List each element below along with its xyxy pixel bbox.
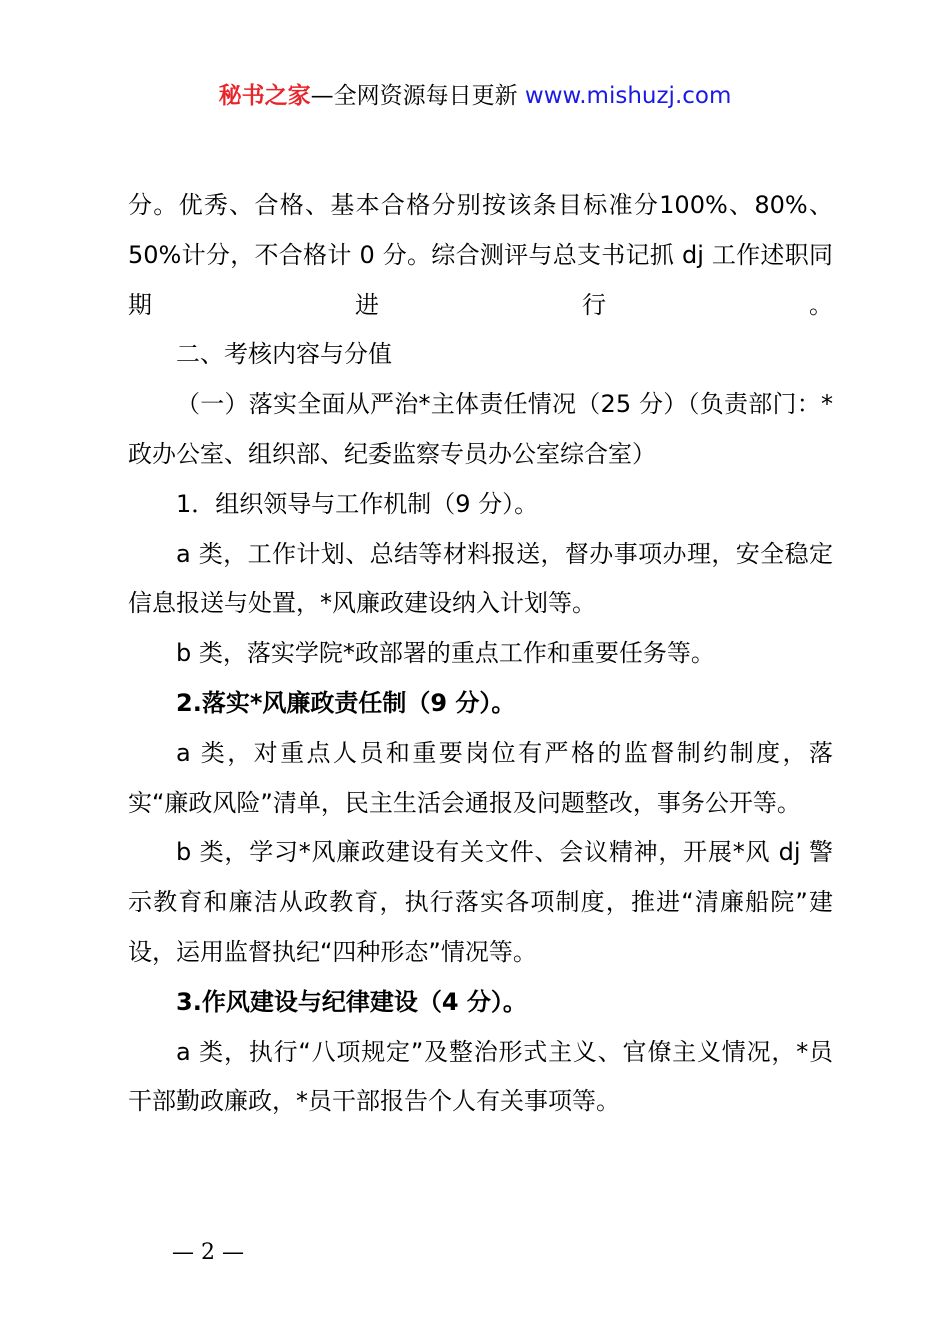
item-heading-integrity-responsibility: 2.落实*风廉政责任制（9 分）。	[176, 688, 516, 717]
paragraph-item1-class-b: b 类，落实学院*政部署的重点工作和重要任务等。	[176, 639, 715, 668]
subsection-heading-responsibility: （一）落实全面从严治*主体责任情况（25 分）（负责部门：*政办公室、组织部、纪委监察专员办公室综合室）	[128, 390, 833, 468]
item-heading-organization: 1．组织领导与工作机制（9 分）。	[176, 489, 539, 518]
paragraph-item3-class-a: a 类，执行“八项规定”及整治形式主义、官僚主义情况，*员干部勤政廉政，*员干部报告个人有关事项等。	[128, 1037, 833, 1116]
page-header	[0, 78, 950, 114]
paragraph-scoring-continued: 分。优秀、合格、基本合格分别按该条目标准分100%、80%、50%计分，不合格计 0 分。综合测评与总支书记抓 dj 工作述职同期进行。	[128, 191, 833, 319]
brand-name: 秘书之家	[218, 83, 311, 109]
website-link[interactable]: www.mishuzj.com	[524, 83, 732, 109]
header-tagline: —全网资源每日更新	[310, 83, 525, 109]
section-heading-assessment-content: 二、考核内容与分值	[176, 340, 392, 369]
page-number: — 2 —	[172, 1240, 244, 1265]
paragraph-item2-class-a: a 类，对重点人员和重要岗位有严格的监督制约制度，落实“廉政风险”清单，民主生活会通报及问题整改，事务公开等。	[128, 738, 833, 817]
paragraph-item2-class-b: b 类，学习*风廉政建设有关文件、会议精神，开展*风 dj 警示教育和廉洁从政教育，执行落实各项制度，推进“清廉船院”建设，运用监督执纪“四种形态”情况等。	[128, 838, 833, 966]
paragraph-item1-class-a: a 类，工作计划、总结等材料报送，督办事项办理，安全稳定信息报送与处置，*风廉政建设纳入计划等。	[128, 539, 833, 618]
document-body	[128, 181, 833, 1127]
item-heading-work-style-discipline: 3.作风建设与纪律建设（4 分）。	[176, 987, 527, 1016]
